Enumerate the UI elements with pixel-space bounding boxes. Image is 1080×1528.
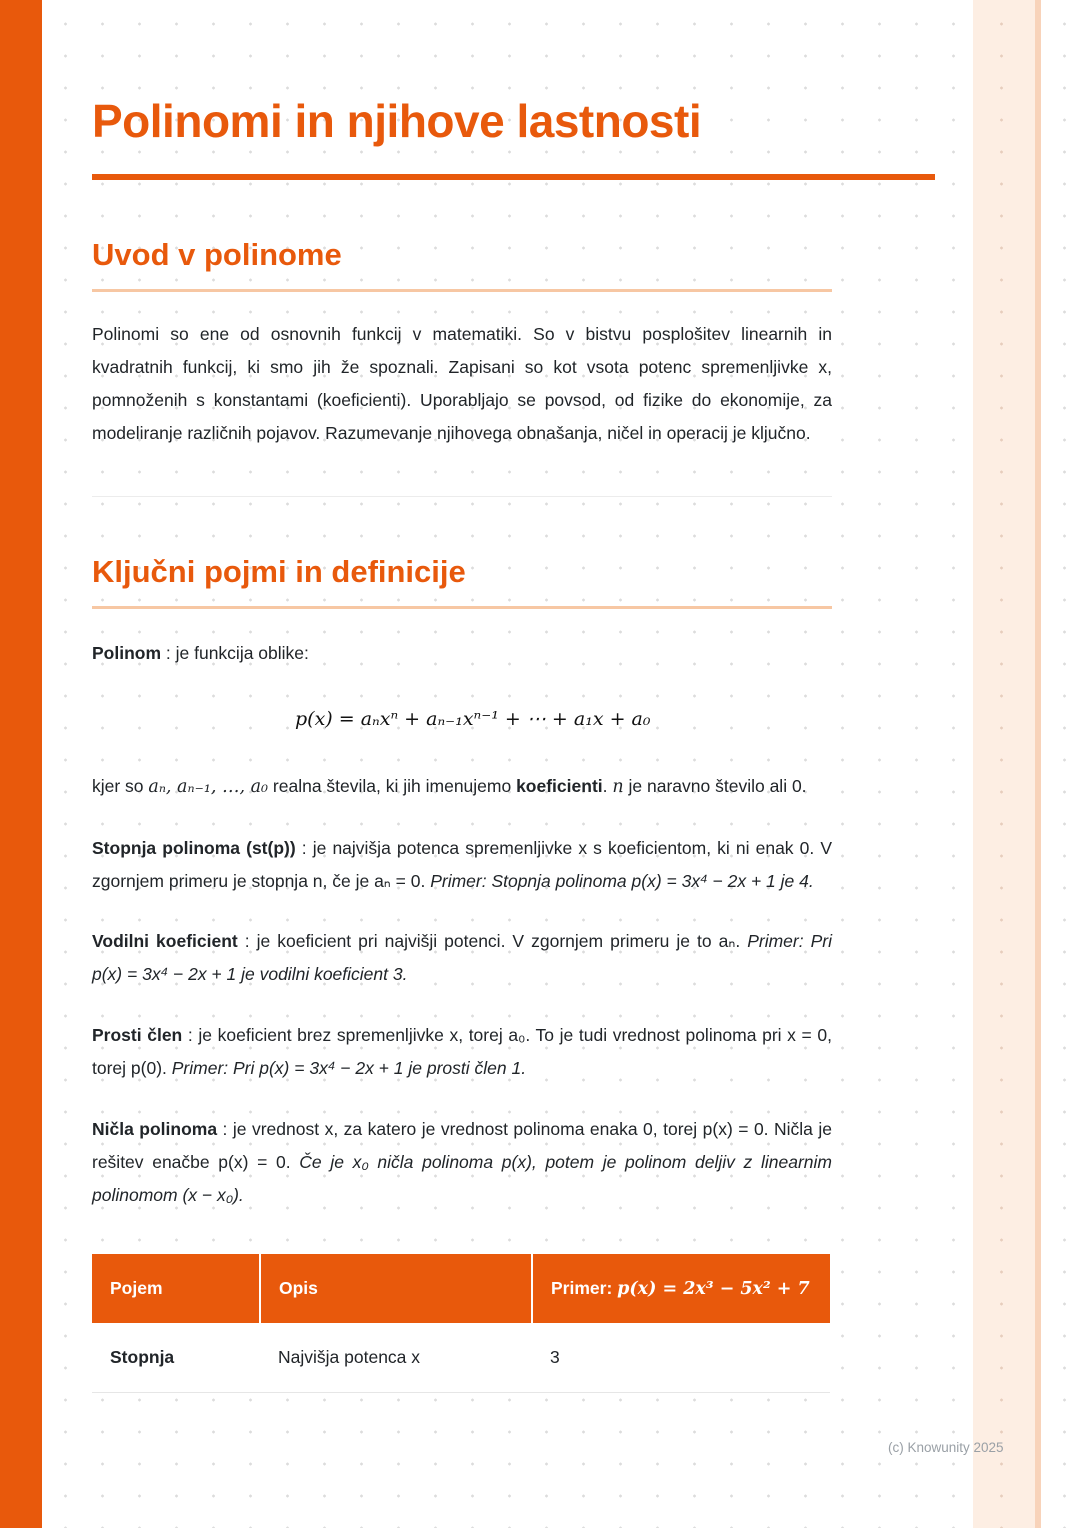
definition-vodilni-example: Primer: Pri p(x) = 3x⁴ − 2x + 1 je vodilni koeficient 3.: [92, 931, 832, 985]
table-header-primer: [532, 1254, 830, 1323]
table-cell-pojem: Stopnja: [92, 1323, 260, 1393]
table-header-opis: Opis: [260, 1254, 532, 1323]
definition-prosti-clen: [92, 1019, 832, 1085]
table-header-pojem: Pojem: [92, 1254, 260, 1323]
table-header-primer-formula: p(x) = 2x³ − 5x² + 7: [617, 1278, 810, 1299]
polinom-separator: :: [161, 642, 176, 663]
kjer-math-n: n: [612, 776, 624, 797]
definition-stopnja: [92, 832, 832, 898]
definition-prosti-body: je koeficient brez spremenljivke x, torej a₀. To je tudi vrednost polinoma pri x = 0, torej p(0).: [92, 1025, 832, 1079]
definition-nicla-example: Če je x₀ ničla polinoma p(x), potem je polinom deljiv z linearnim polinomom (x − x₀).: [92, 1151, 832, 1205]
table-header-primer-label: Primer:: [551, 1277, 618, 1298]
definition-prosti-sep: :: [182, 1025, 199, 1046]
definition-prosti-term: Prosti člen: [92, 1025, 183, 1046]
section-heading-uvod: Uvod v polinome: [92, 236, 342, 272]
polinom-definition: [92, 637, 832, 670]
definition-nicla: [92, 1113, 832, 1212]
definition-nicla-sep: :: [217, 1118, 233, 1139]
polynomial-formula: p(x) = aₙxⁿ + aₙ₋₁xⁿ⁻¹ + ⋯ + a₁x + a₀: [295, 707, 651, 730]
kjer-math-coefficients: aₙ, aₙ₋₁, …, a₀: [148, 776, 269, 797]
polinom-text: je funkcija oblike:: [175, 642, 309, 663]
definition-stopnja-sep: :: [295, 837, 313, 858]
kjer-pre: kjer so: [92, 775, 149, 796]
definition-vodilni-body: je koeficient pri najvišji potenci. V zgornjem primeru je to aₙ.: [256, 931, 748, 952]
table-header-row: [92, 1254, 830, 1323]
table-cell-opis: Najvišja potenca x: [260, 1323, 532, 1393]
intro-paragraph: Polinomi so ene od osnovnih funkcij v matematiki. So v bistvu posplošitev linearnih in kvadratnih funkcij, ki smo jih že spoznali. Zapisani so kot vsota potenc spremenljivke x, pomnoženih s konstantami (koeficienti). Uporabljajo se povsod, od fizike do ekonomije, za modeliranje različnih pojavov. Razumevanje njihovega obnašanja, ničel in operacij je ključno.: [92, 324, 832, 443]
coefficients-paragraph: [92, 770, 832, 804]
kjer-post: je naravno število ali 0.: [623, 775, 807, 796]
left-accent-bar: [0, 0, 42, 1528]
definition-prosti-example: Primer: Pri p(x) = 3x⁴ − 2x + 1 je prosti člen 1.: [171, 1058, 527, 1079]
right-margin-stripe: [973, 0, 1041, 1528]
definition-stopnja-example: Primer: Stopnja polinoma p(x) = 3x⁴ − 2x + 1 je 4.: [430, 870, 814, 891]
table-cell-primer: 3: [532, 1323, 830, 1393]
kjer-mid: realna števila, ki jih imenujemo: [268, 775, 517, 796]
definition-stopnja-body: je najvišja potenca spremenljivke x s koeficientom, ki ni enak 0. V zgornjem primeru je stopnja n, če je aₙ = 0.: [92, 837, 832, 891]
table-row: [92, 1323, 830, 1393]
section-heading-pojmi: Ključni pojmi in definicije: [92, 553, 466, 589]
definition-vodilni-koeficient: [92, 925, 832, 991]
section-divider: [92, 496, 832, 497]
concepts-table: [92, 1254, 830, 1393]
page-content: [92, 0, 832, 1393]
title-rule: [92, 174, 935, 180]
footer-credit: (c) Knowunity 2025: [888, 1440, 1004, 1455]
polinom-term: Polinom: [92, 642, 162, 663]
heading-rule-uvod: [92, 289, 832, 292]
definition-vodilni-term: Vodilni koeficient: [92, 931, 238, 952]
definition-vodilni-sep: :: [237, 931, 257, 952]
definition-nicla-term: Ničla polinoma: [92, 1118, 218, 1139]
definition-stopnja-term: Stopnja polinoma (st(p)): [92, 837, 296, 858]
kjer-bold-koeficienti: koeficienti: [516, 775, 603, 796]
kjer-mid2: .: [602, 775, 613, 796]
page-title: Polinomi in njihove lastnosti: [92, 95, 702, 147]
heading-rule-pojmi: [92, 606, 832, 609]
definition-nicla-body: je vrednost x, za katero je vrednost polinoma enaka 0, torej p(x) = 0. Ničla je rešitev enačbe p(x) = 0.: [92, 1118, 832, 1172]
